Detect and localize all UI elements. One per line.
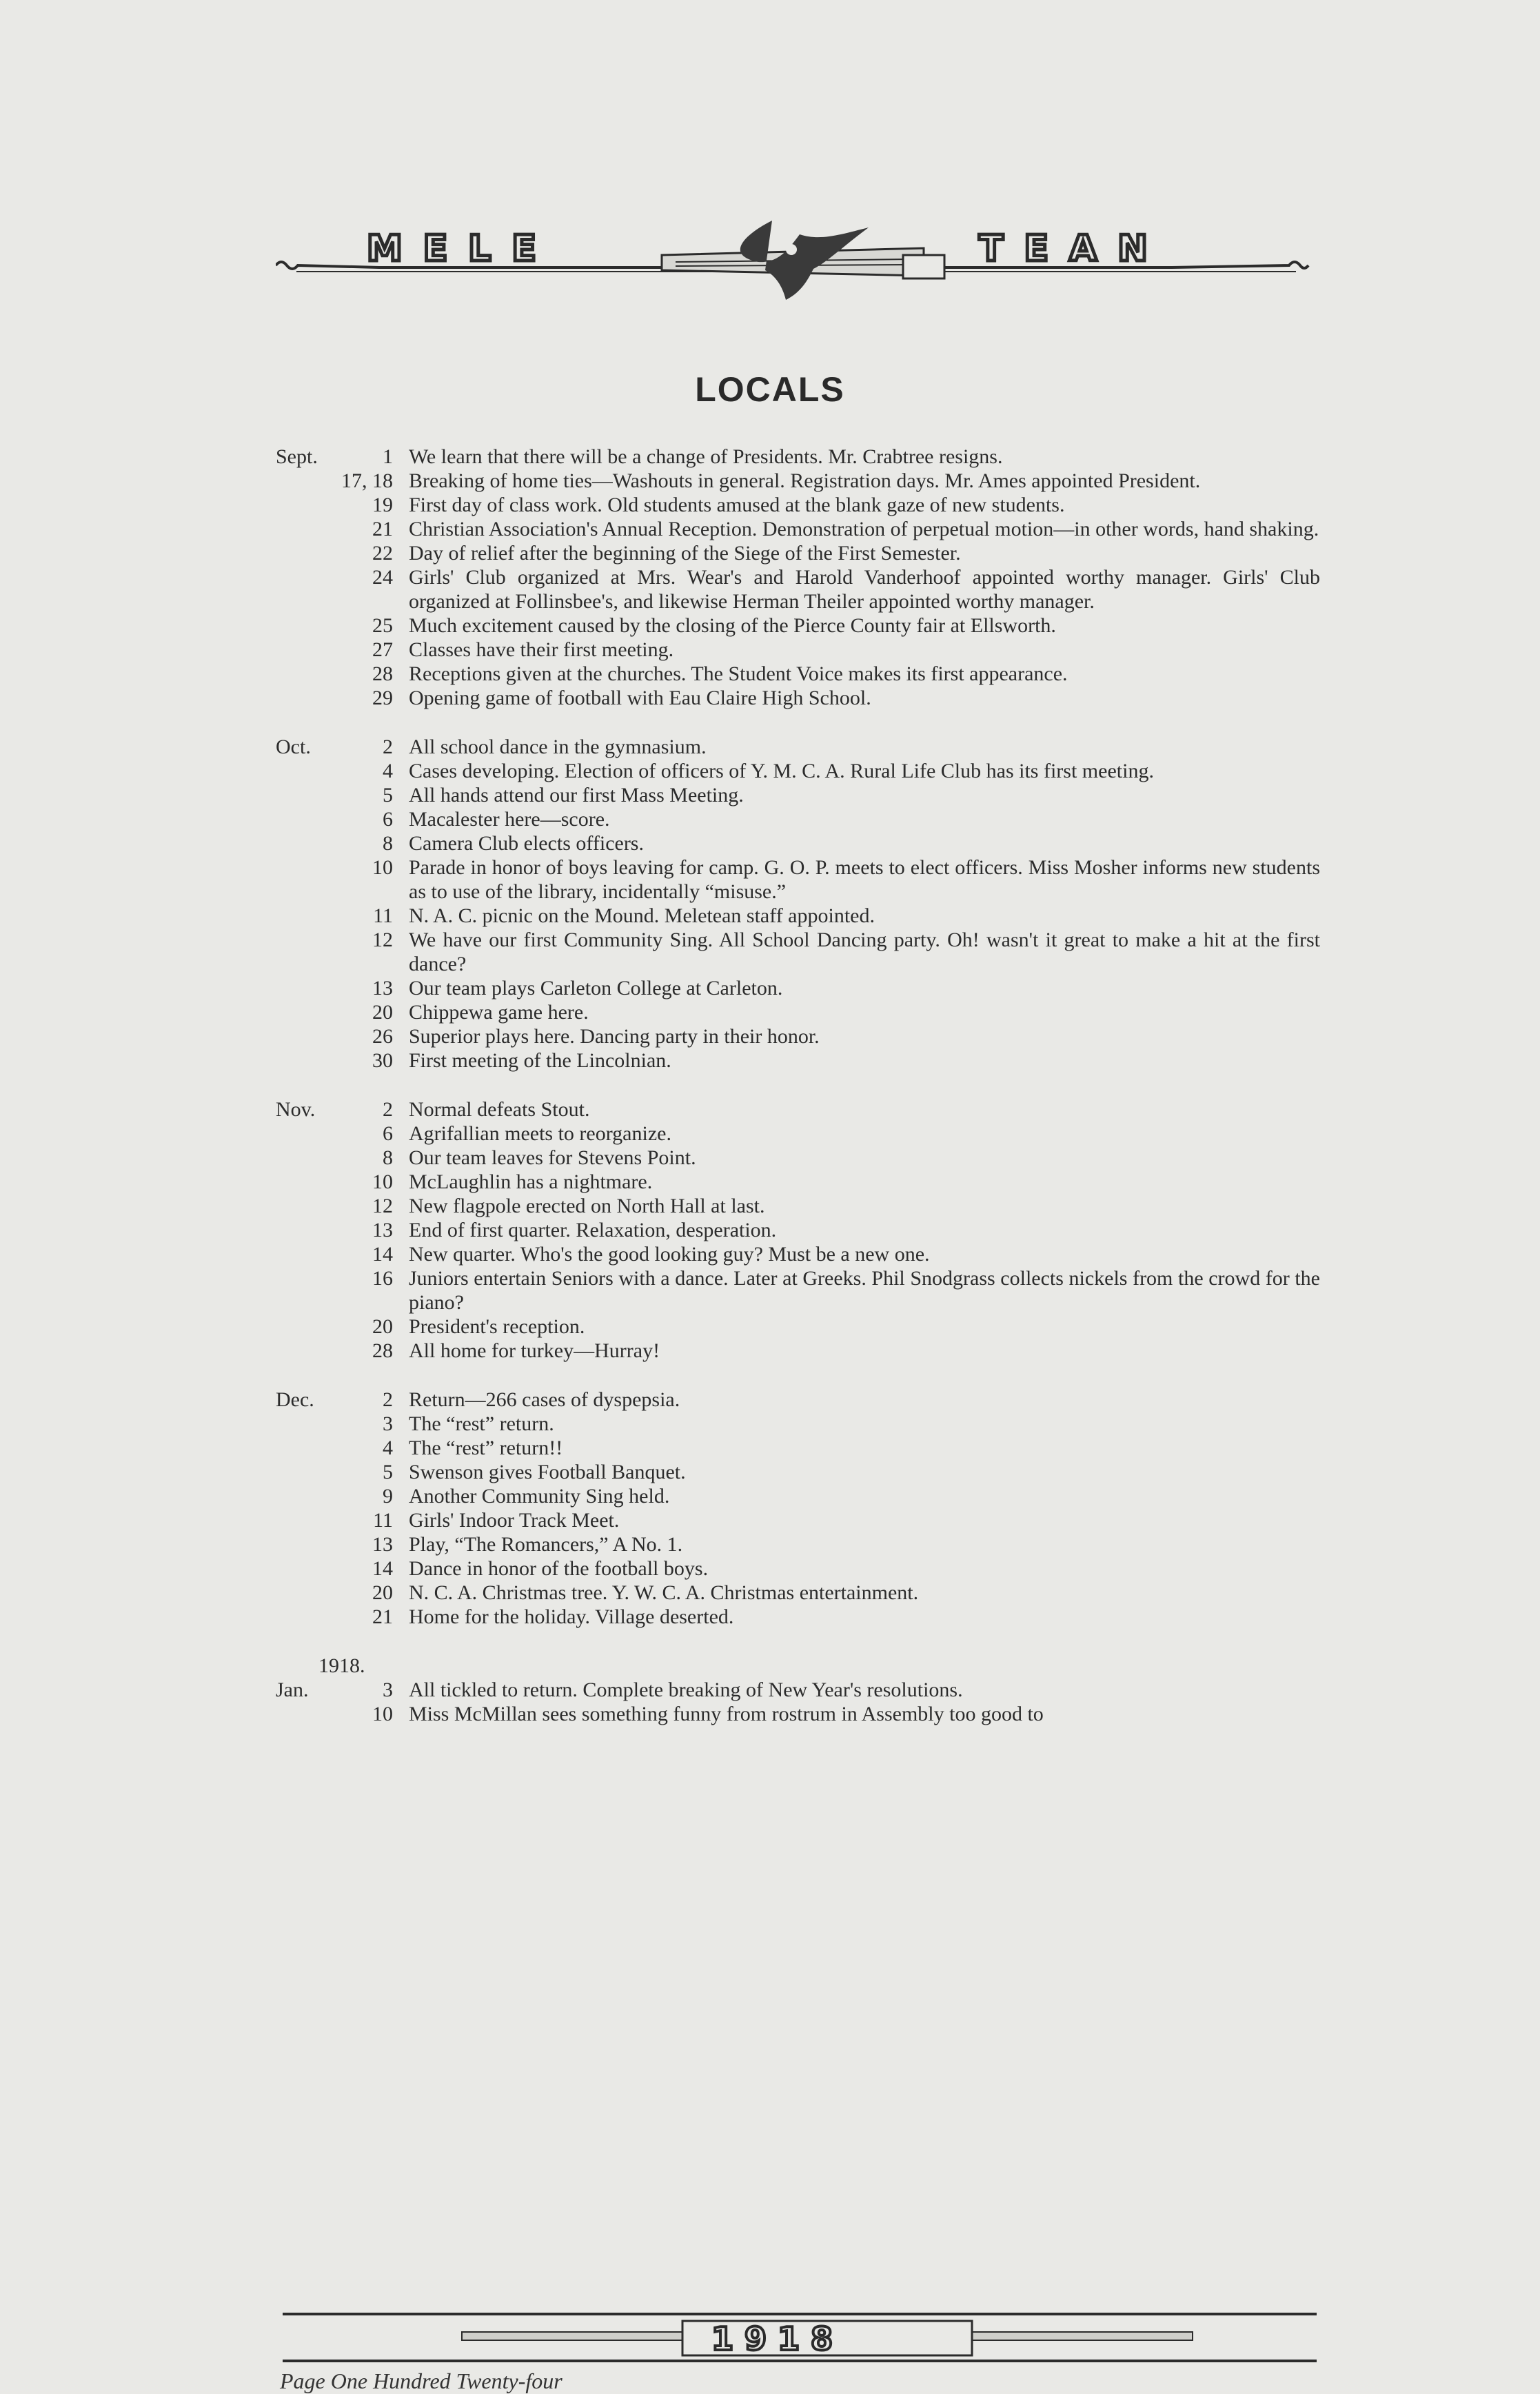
entry-text: Juniors entertain Seniors with a dance. Later at Greeks. Phil Snodgrass collects nickels from the crowd for the piano?	[409, 1267, 1320, 1314]
locals-entry	[276, 1218, 1320, 1242]
entry-day: 27	[372, 638, 393, 661]
entry-day: 13	[372, 1219, 393, 1241]
entry-day: 13	[372, 1533, 393, 1556]
meletean-header-banner	[276, 207, 1310, 310]
entry-day: 21	[372, 518, 393, 540]
locals-entry	[276, 1605, 1320, 1629]
entry-text: Opening game of football with Eau Claire High School.	[409, 687, 871, 709]
entry-text: N. A. C. picnic on the Mound. Meletean staff appointed.	[409, 904, 875, 927]
locals-entry	[276, 565, 1320, 613]
locals-entry	[276, 1388, 1320, 1412]
entry-text: Breaking of home ties—Washouts in general. Registration days. Mr. Ames appointed President.	[409, 469, 1201, 492]
entry-day: 22	[372, 542, 393, 565]
locals-entry	[276, 1242, 1320, 1266]
locals-entry	[276, 1412, 1320, 1436]
entry-text: President's reception.	[409, 1315, 585, 1338]
entry-day: 26	[372, 1025, 393, 1048]
entry-text: Camera Club elects officers.	[409, 832, 644, 855]
locals-entry	[276, 1702, 1320, 1726]
locals-entry	[276, 1508, 1320, 1532]
entry-day: 16	[372, 1267, 393, 1290]
page-title: LOCALS	[695, 370, 845, 409]
locals-entry	[276, 1484, 1320, 1508]
entry-text: Girls' Indoor Track Meet.	[409, 1509, 620, 1532]
entry-day: 19	[372, 494, 393, 516]
entry-day: 17, 18	[341, 469, 393, 492]
locals-entry	[276, 469, 1320, 493]
entry-text: Classes have their first meeting.	[409, 638, 674, 661]
locals-entry	[276, 1581, 1320, 1605]
locals-entry	[276, 904, 1320, 928]
entry-day: 29	[372, 687, 393, 709]
locals-entry	[276, 976, 1320, 1000]
entry-text: Receptions given at the churches. The Student Voice makes its first appearance.	[409, 662, 1068, 685]
entry-day: 30	[372, 1049, 393, 1072]
month-group	[276, 735, 1320, 1073]
entry-day: 10	[372, 1170, 393, 1193]
footer-year-banner	[276, 2306, 1324, 2368]
entry-day: 14	[372, 1243, 393, 1266]
month-group	[276, 1654, 1320, 1726]
entry-day: 1	[383, 445, 393, 468]
entry-text: End of first quarter. Relaxation, desperation.	[409, 1219, 777, 1241]
locals-entry	[276, 1170, 1320, 1194]
locals-entry	[276, 928, 1320, 976]
year-label: 1918.	[318, 1654, 365, 1677]
entry-text: First day of class work. Old students amused at the blank gaze of new students.	[409, 494, 1065, 516]
locals-entry	[276, 638, 1320, 662]
entry-day: 25	[372, 614, 393, 637]
banner-right-word: TEAN	[979, 228, 1168, 270]
entry-text: Miss McMillan sees something funny from rostrum in Assembly too good to	[409, 1703, 1044, 1725]
entry-day: 13	[372, 977, 393, 1000]
entry-month: Sept.	[276, 445, 318, 468]
entry-text: New flagpole erected on North Hall at last.	[409, 1195, 765, 1217]
entry-day: 10	[372, 856, 393, 879]
entry-text: All school dance in the gymnasium.	[409, 736, 707, 758]
entry-day: 6	[383, 808, 393, 831]
entry-text: Play, “The Romancers,” A No. 1.	[409, 1533, 683, 1556]
entry-text: New quarter. Who's the good looking guy? Must be a new one.	[409, 1243, 930, 1266]
entry-day: 2	[383, 1098, 393, 1121]
locals-entry	[276, 686, 1320, 710]
locals-entry	[276, 445, 1320, 469]
entry-day: 21	[372, 1605, 393, 1628]
entry-text: Day of relief after the beginning of the Siege of the First Semester.	[409, 542, 961, 565]
entry-day: 2	[383, 736, 393, 758]
entry-text: N. C. A. Christmas tree. Y. W. C. A. Christmas entertainment.	[409, 1581, 919, 1604]
entry-text: Chippewa game here.	[409, 1001, 589, 1024]
entry-day: 4	[383, 760, 393, 782]
locals-entry	[276, 759, 1320, 783]
entry-day: 14	[372, 1557, 393, 1580]
locals-entry	[276, 1556, 1320, 1581]
locals-entry	[276, 1436, 1320, 1460]
entry-day: 11	[373, 904, 393, 927]
entry-month: Dec.	[276, 1388, 314, 1411]
entry-month: Nov.	[276, 1098, 316, 1121]
entry-day: 4	[383, 1437, 393, 1459]
locals-entry	[276, 783, 1320, 807]
entry-text: Christian Association's Annual Reception. Demonstration of perpetual motion—in other words, hand shaking.	[409, 518, 1319, 540]
locals-entry	[276, 1678, 1320, 1702]
entry-day: 24	[372, 566, 393, 589]
locals-entry	[276, 1266, 1320, 1315]
month-group	[276, 445, 1320, 710]
locals-entry	[276, 1048, 1320, 1073]
entry-text: Parade in honor of boys leaving for camp. G. O. P. meets to elect officers. Miss Mosher informs new students as to use of the library, incidentally “misuse.”	[409, 856, 1320, 903]
locals-entry	[276, 1532, 1320, 1556]
entry-day: 28	[372, 1339, 393, 1362]
entry-day: 5	[383, 784, 393, 807]
locals-entry	[276, 1315, 1320, 1339]
footer-year-text: 1918	[711, 2320, 844, 2357]
entry-day: 28	[372, 662, 393, 685]
entry-text: First meeting of the Lincolnian.	[409, 1049, 671, 1072]
entry-text: Agrifallian meets to reorganize.	[409, 1122, 671, 1145]
entry-text: The “rest” return!!	[409, 1437, 563, 1459]
entry-text: Girls' Club organized at Mrs. Wear's and Harold Vanderhoof appointed worthy manager. Girls' Club organized at Follinsbee's, and likewise Herman Theiler appointed worthy manager.	[409, 566, 1320, 613]
locals-entry	[276, 807, 1320, 831]
entry-text: McLaughlin has a nightmare.	[409, 1170, 653, 1193]
entry-text: Dance in honor of the football boys.	[409, 1557, 709, 1580]
entry-text: Swenson gives Football Banquet.	[409, 1461, 686, 1483]
entry-day: 8	[383, 832, 393, 855]
entry-text: Our team plays Carleton College at Carleton.	[409, 977, 783, 1000]
locals-entry	[276, 613, 1320, 638]
entry-text: Normal defeats Stout.	[409, 1098, 590, 1121]
locals-entry	[276, 855, 1320, 904]
entry-text: All home for turkey—Hurray!	[409, 1339, 660, 1362]
entry-text: Another Community Sing held.	[409, 1485, 670, 1508]
locals-entry	[276, 1194, 1320, 1218]
entry-day: 12	[372, 929, 393, 951]
entry-day: 8	[383, 1146, 393, 1169]
entry-day: 20	[372, 1581, 393, 1604]
banner-left-word: MELE	[367, 228, 557, 270]
entry-text: We learn that there will be a change of Presidents. Mr. Crabtree resigns.	[409, 445, 1003, 468]
entry-text: All tickled to return. Complete breaking of New Year's resolutions.	[409, 1678, 963, 1701]
entry-text: Macalester here—score.	[409, 808, 610, 831]
entry-day: 20	[372, 1315, 393, 1338]
entry-day: 3	[383, 1678, 393, 1701]
locals-entry	[276, 735, 1320, 759]
entry-day: 9	[383, 1485, 393, 1508]
locals-entry	[276, 662, 1320, 686]
locals-entry	[276, 1339, 1320, 1363]
entry-text: Superior plays here. Dancing party in their honor.	[409, 1025, 820, 1048]
entry-text: Cases developing. Election of officers of Y. M. C. A. Rural Life Club has its first meeting.	[409, 760, 1154, 782]
entry-day: 12	[372, 1195, 393, 1217]
entry-month: Oct.	[276, 736, 311, 758]
entry-text: Home for the holiday. Village deserted.	[409, 1605, 734, 1628]
locals-entry	[276, 1024, 1320, 1048]
month-group	[276, 1388, 1320, 1629]
entry-text: The “rest” return.	[409, 1412, 554, 1435]
entry-day: 20	[372, 1001, 393, 1024]
entry-day: 5	[383, 1461, 393, 1483]
eagle-emblem-icon	[662, 221, 944, 300]
entry-day: 10	[372, 1703, 393, 1725]
locals-entry	[276, 1097, 1320, 1122]
entry-day: 11	[373, 1509, 393, 1532]
entry-day: 2	[383, 1388, 393, 1411]
locals-entry	[276, 493, 1320, 517]
month-group	[276, 1097, 1320, 1363]
locals-entry	[276, 517, 1320, 541]
entry-day: 6	[383, 1122, 393, 1145]
locals-entries	[276, 445, 1320, 1751]
page-number-label: Page One Hundred Twenty-four	[280, 2368, 563, 2393]
entry-month: Jan.	[276, 1678, 309, 1701]
entry-day: 3	[383, 1412, 393, 1435]
entry-text: All hands attend our first Mass Meeting.	[409, 784, 744, 807]
entry-text: We have our first Community Sing. All School Dancing party. Oh! wasn't it great to make a hit at the first dance?	[409, 929, 1320, 975]
entry-text: Our team leaves for Stevens Point.	[409, 1146, 696, 1169]
entry-text: Return—266 cases of dyspepsia.	[409, 1388, 680, 1411]
locals-entry	[276, 1000, 1320, 1024]
locals-entry	[276, 1122, 1320, 1146]
entry-text: Much excitement caused by the closing of the Pierce County fair at Ellsworth.	[409, 614, 1056, 637]
locals-entry	[276, 1146, 1320, 1170]
locals-entry	[276, 541, 1320, 565]
locals-entry	[276, 1460, 1320, 1484]
locals-entry	[276, 831, 1320, 855]
